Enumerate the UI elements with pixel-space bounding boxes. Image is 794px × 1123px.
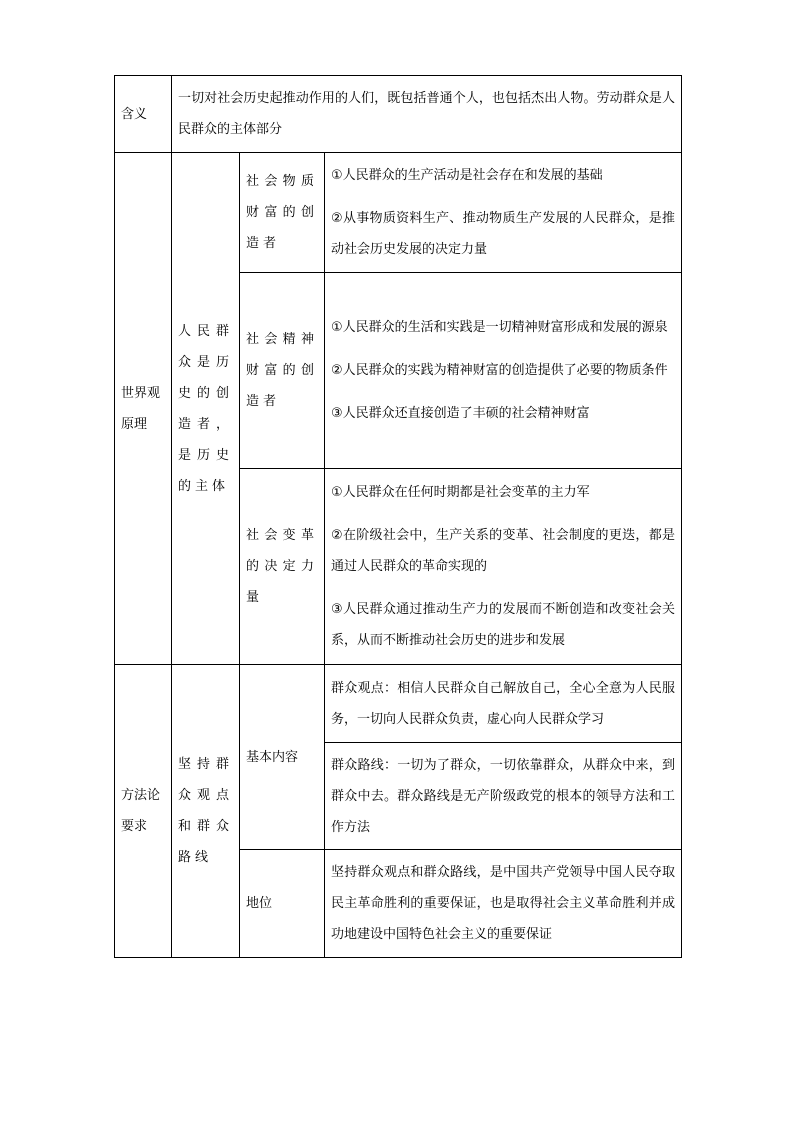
basic-content-heading: 基本内容 [240, 665, 325, 850]
status-heading: 地位 [240, 850, 325, 958]
material-wealth-heading: 社会物质财富的创造者 [240, 153, 325, 273]
status-text: 坚持群众观点和群众路线，是中国共产党领导中国人民夺取民主革命胜利的重要保证，也是取得社会主义革命胜利并成功地建设中国特色社会主义的重要保证 [331, 865, 675, 942]
social-change-points [325, 469, 682, 665]
meaning-text: 一切对社会历史起推动作用的人们，既包括普通个人，也包括杰出人物。劳动群众是人民群众的主体部分 [178, 91, 675, 137]
methodology-principle: 坚持群众观点和群众路线 [172, 665, 240, 958]
change-point-2: ②在阶级社会中，生产关系的变革、社会制度的更迭，都是通过人民群众的革命实现的 [331, 528, 675, 574]
change-point-1: ①人民群众在任何时期都是社会变革的主力军 [331, 485, 590, 500]
spiritual-point-1: ①人民群众的生活和实践是一切精神财富形成和发展的源泉 [331, 320, 668, 335]
material-point-1: ①人民群众的生产活动是社会存在和发展的基础 [331, 168, 603, 183]
mass-viewpoint-text: 群众观点：相信人民群众自己解放自己，全心全意为人民服务，一切向人民群众负责，虚心向人民群众学习 [331, 680, 675, 727]
mass-line-text: 群众路线：一切为了群众，一切依靠群众，从群众中来，到群众中去。群众路线是无产阶级政党的根本的领导方法和工作方法 [331, 757, 675, 835]
spiritual-point-3: ③人民群众还直接创造了丰硕的社会精神财富 [331, 406, 590, 421]
worldview-label: 世界观原理 [115, 153, 172, 665]
mass-line-cell [325, 743, 682, 850]
status-cell [325, 850, 682, 958]
worldview-principle: 人民群众是历史的创造者，是历史的主体 [172, 153, 240, 665]
methodology-label: 方法论要求 [115, 665, 172, 958]
spiritual-wealth-heading: 社会精神财富的创造者 [240, 273, 325, 469]
method-row-viewpoint [115, 665, 682, 743]
meaning-row [115, 76, 682, 153]
spiritual-point-2: ②人民群众的实践为精神财富的创造提供了必要的物质条件 [331, 363, 668, 378]
worldview-row-material [115, 153, 682, 273]
change-point-3: ③人民群众通过推动生产力的发展而不断创造和改变社会关系，从而不断推动社会历史的进步和发展 [331, 602, 675, 648]
material-wealth-points [325, 153, 682, 273]
social-change-heading: 社会变革的决定力量 [240, 469, 325, 665]
mass-viewpoint-cell [325, 665, 682, 743]
spiritual-wealth-points [325, 273, 682, 469]
material-point-2: ②从事物质资料生产、推动物质生产发展的人民群众，是推动社会历史发展的决定力量 [331, 211, 675, 257]
meaning-cell [172, 76, 682, 153]
summary-table [114, 75, 682, 958]
meaning-label: 含义 [115, 76, 172, 153]
